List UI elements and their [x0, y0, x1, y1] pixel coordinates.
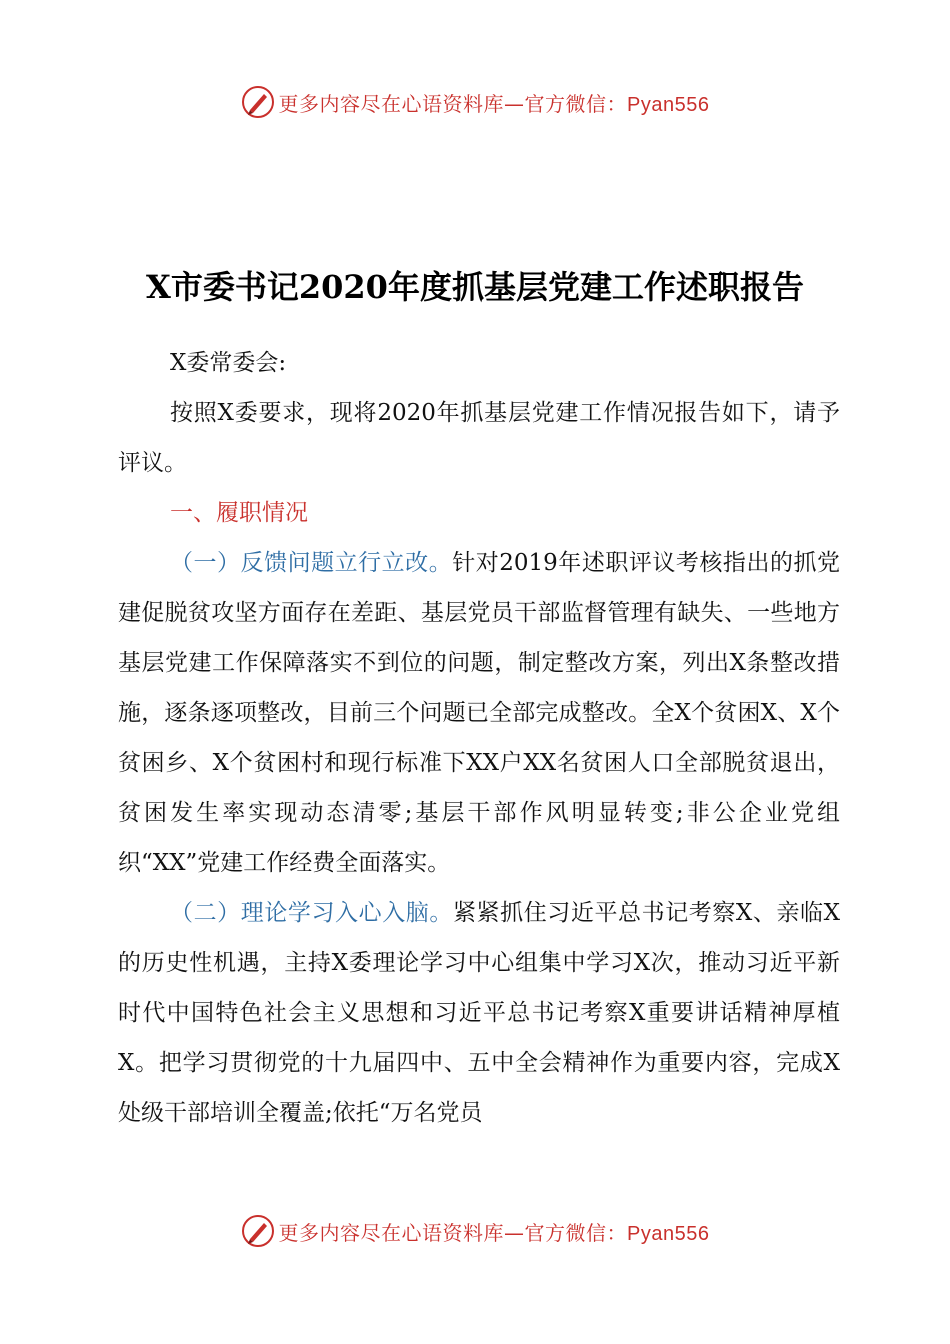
item-1-heading: （一）反馈问题立行立改。	[170, 550, 453, 576]
wechat-handle: Pyan556	[627, 1222, 710, 1245]
salutation: X委常委会:	[170, 350, 287, 376]
item-2-paragraph	[118, 888, 840, 1138]
item-1-text: 针对2019年述职评议考核指出的抓党建促脱贫攻坚方面存在差距、基层党员干部监督管理有缺失、一些地方基层党建工作保障落实不到位的问题，制定整改方案，列出X条整改措施，逐条逐项整改，目前三个问题已全部完成整改。全X个贫困X、X个贫困乡、X个贫困村和现行标准下XX户XX名贫困人口全部脱贫退出，贫困发生率实现动态清零;基层干部作风明显转变;非公企业党组织“XX”党建工作经费全面落实。	[118, 550, 840, 876]
document-title: X市委书记2020年度抓基层党建工作述职报告	[146, 268, 804, 306]
banner-text: 更多内容尽在心语资料库—官方微信：Pyan556	[278, 1220, 710, 1245]
pen-logo-icon	[241, 85, 275, 119]
document-body	[118, 338, 840, 1138]
banner-text: 更多内容尽在心语资料库—官方微信：Pyan556	[278, 91, 710, 116]
section-heading: 一、履职情况	[170, 500, 308, 526]
intro-paragraph: 按照X委要求，现将2020年抓基层党建工作情况报告如下，请予评议。	[118, 400, 840, 476]
item-1-paragraph	[118, 538, 840, 888]
footer-banner	[0, 1209, 950, 1253]
wechat-handle: Pyan556	[627, 93, 710, 116]
header-banner	[0, 80, 950, 124]
pen-logo-icon	[241, 1214, 275, 1248]
item-2-text: 紧紧抓住习近平总书记考察X、亲临X的历史性机遇，主持X委理论学习中心组集中学习X次，推动习近平新时代中国特色社会主义思想和习近平总书记考察X重要讲话精神厚植X。把学习贯彻党的十九届四中、五中全会精神作为重要内容，完成X处级干部培训全覆盖;依托“万名党员	[118, 900, 841, 1126]
item-2-heading: （二）理论学习入心入脑。	[170, 900, 453, 926]
